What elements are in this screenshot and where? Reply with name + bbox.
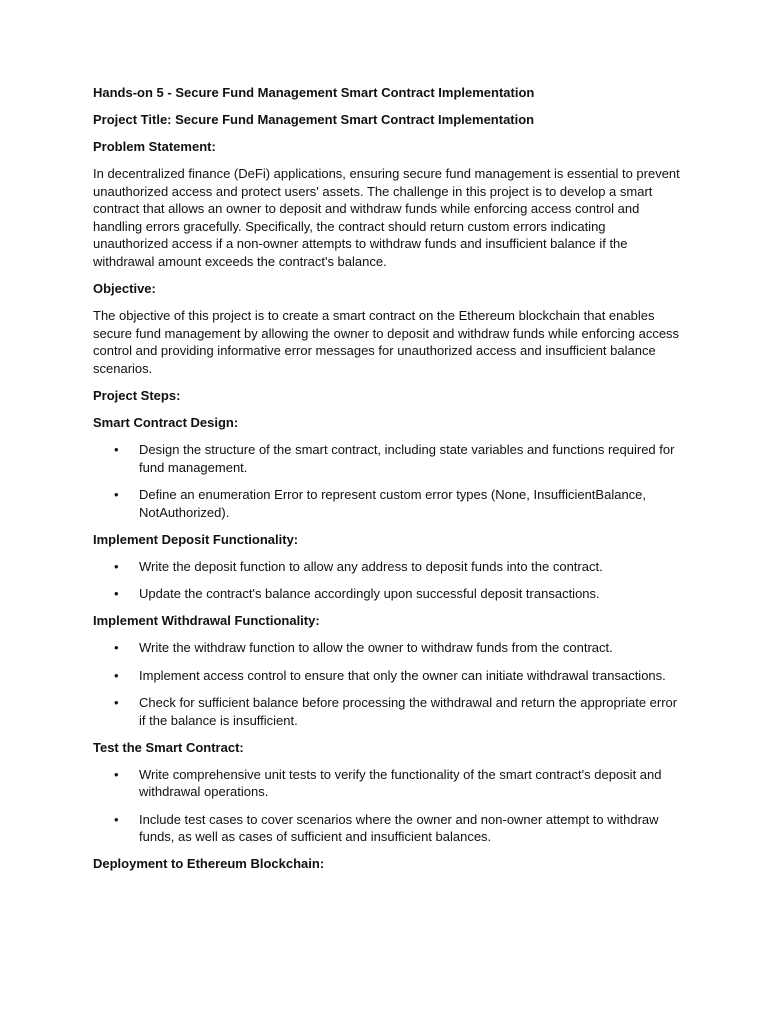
problem-statement-paragraph: In decentralized finance (DeFi) applications, ensuring secure fund management is essential to prevent unauthorized access and protect users' assets. The challenge in this project is to develop a smart contract that allows an owner to deposit and withdraw funds while enforcing access control and handling errors gracefully. Specifically, the contract should return custom errors indicating unauthorized access if a non-owner attempts to withdraw funds and insufficient balance if the withdrawal amount exceeds the contract's balance. [93,166,680,269]
objective-paragraph: The objective of this project is to create a smart contract on the Ethereum blockchain that enables secure fund management by allowing the owner to deposit and withdraw funds while enforcing access control and providing informative error messages for unauthorized access and insufficient balance scenarios. [93,308,680,376]
bullet-icon: • [114,487,119,502]
list-item-text: Define an enumeration Error to represent custom error types (None, InsufficientBalance, NotAuthorized). [139,487,647,520]
bullet-icon: • [114,442,119,457]
document-page [93,84,683,882]
list-item [93,585,683,603]
section-heading-test: Test the Smart Contract: [93,739,244,755]
deposit-list [93,558,683,603]
list-item [93,441,683,476]
objective-heading: Objective: [93,281,156,296]
project-steps-heading: Project Steps: [93,388,181,403]
design-list [93,441,683,521]
list-item [93,486,683,521]
list-item-text: Update the contract's balance accordingly upon successful deposit transactions. [139,586,600,601]
list-item-text: Include test cases to cover scenarios where the owner and non-owner attempt to withdraw funds, as well as cases of sufficient and insufficient balances. [139,811,659,844]
list-item [93,694,683,729]
list-item [93,766,683,801]
list-item-text: Write comprehensive unit tests to verify the functionality of the smart contract's deposit and withdrawal operations. [139,766,662,799]
list-item [93,667,683,685]
bullet-icon: • [114,667,119,683]
list-item-text: Write the deposit function to allow any address to deposit funds into the contract. [139,558,603,574]
project-title: Project Title: Secure Fund Management Smart Contract Implementation [93,112,535,127]
list-item [93,639,683,657]
list-item-text: Check for sufficient balance before processing the withdrawal and return the appropriate error if the balance is insufficient. [139,695,678,728]
list-item-text: Write the withdraw function to allow the owner to withdraw funds from the contract. [139,640,613,655]
section-heading-withdrawal: Implement Withdrawal Functionality: [93,613,320,628]
section-heading-deposit: Implement Deposit Functionality: [93,531,299,547]
bullet-icon: • [114,586,119,601]
list-item [93,558,683,576]
list-item-text: Design the structure of the smart contract, including state variables and functions required for fund management. [139,442,675,475]
list-item [93,811,683,846]
deployment-heading: Deployment to Ethereum Blockchain: [93,856,325,871]
document-heading: Hands-on 5 - Secure Fund Management Smart Contract Implementation [93,85,535,100]
test-list [93,766,683,846]
bullet-icon: • [114,766,119,782]
list-item-text: Implement access control to ensure that only the owner can initiate withdrawal transactions. [139,667,666,683]
bullet-icon: • [114,811,119,827]
section-heading-design: Smart Contract Design: [93,415,239,430]
problem-statement-heading: Problem Statement: [93,139,216,154]
withdrawal-list [93,639,683,729]
bullet-icon: • [114,640,119,655]
bullet-icon: • [114,558,119,574]
bullet-icon: • [114,695,119,710]
